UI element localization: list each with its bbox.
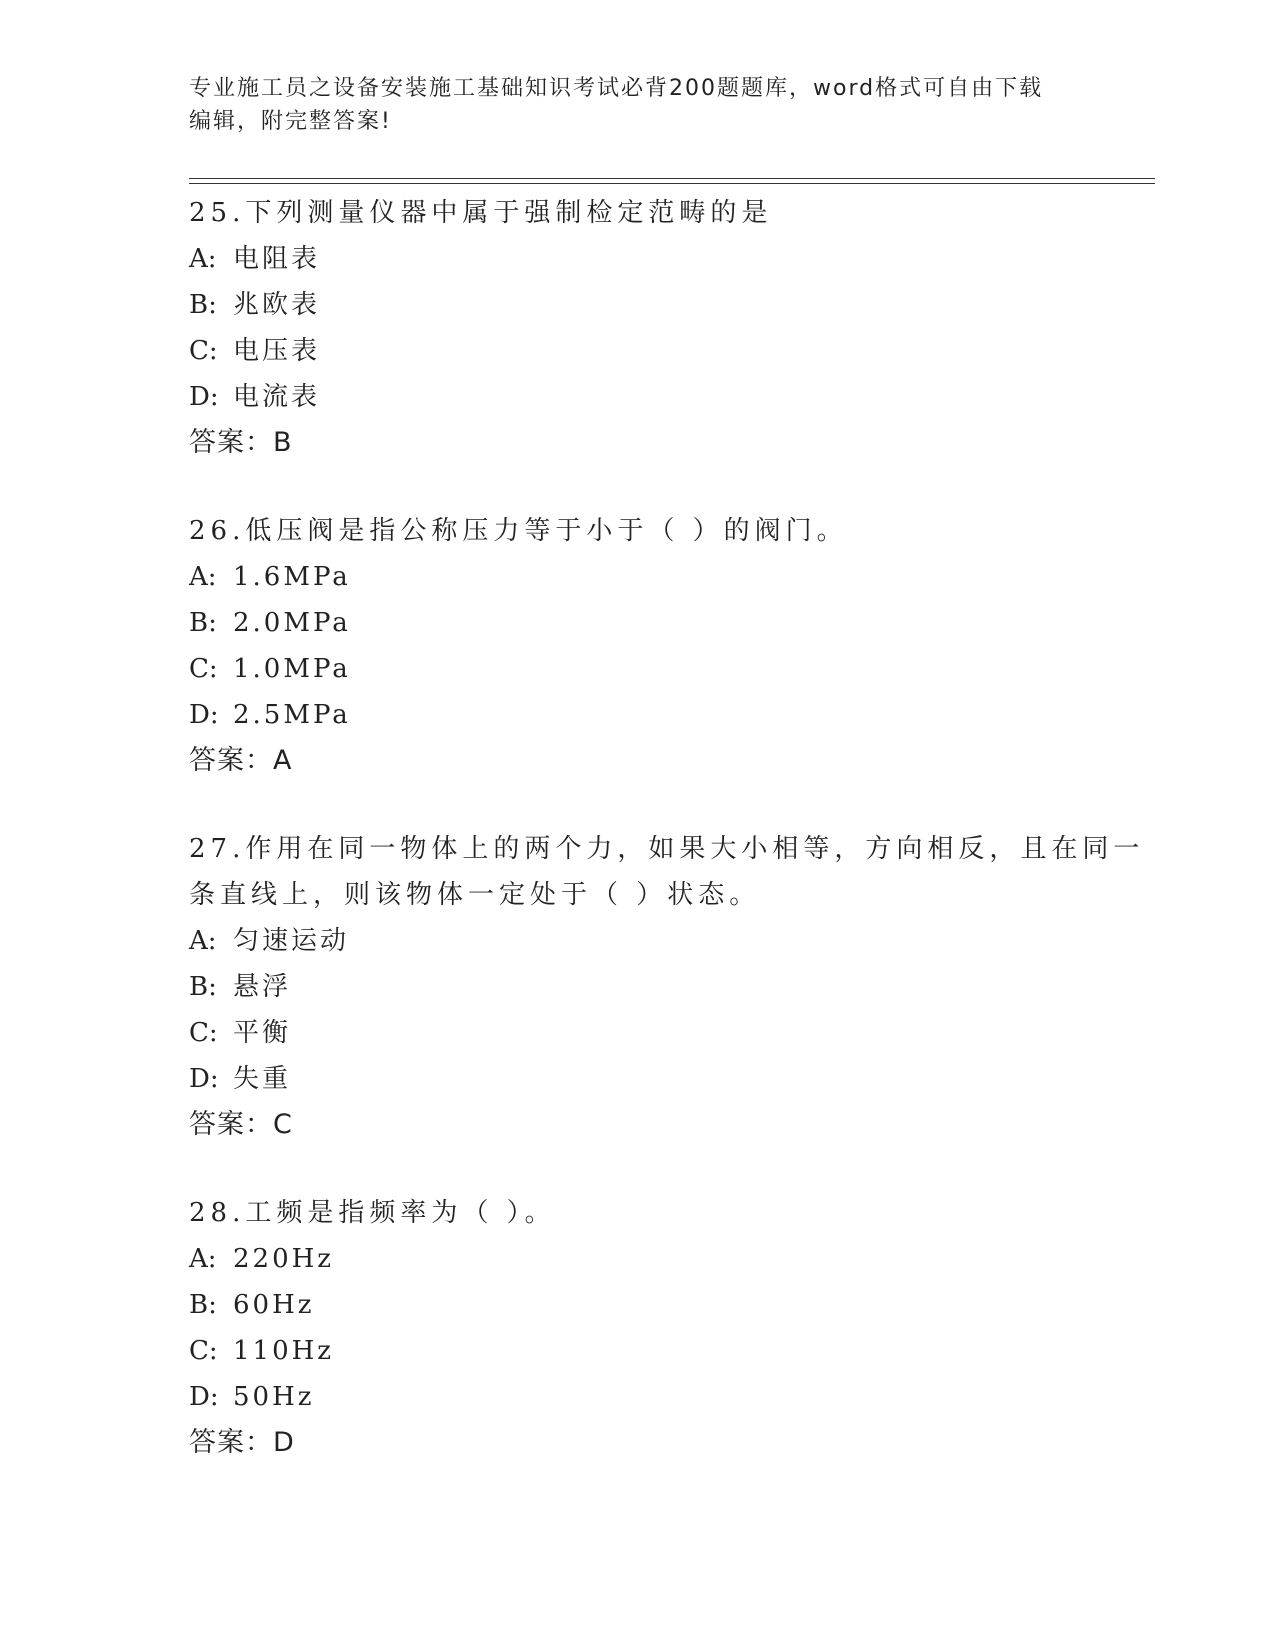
option-text: 50Hz <box>233 1382 315 1412</box>
option-c <box>189 1328 1149 1374</box>
option-text: 110Hz <box>233 1336 334 1366</box>
option-text: 兆欧表 <box>233 290 321 320</box>
option-text: 220Hz <box>233 1244 334 1274</box>
option-letter: B: <box>189 972 217 1002</box>
option-letter: D: <box>189 700 219 730</box>
question-text-line: 低压阀是指公称压力等于小于（ ）的阀门。 <box>245 516 848 546</box>
header-line-1: 专业施工员之设备安装施工基础知识考试必背200题题库，word格式可自由下载 <box>189 76 1044 101</box>
option-c <box>189 328 1149 374</box>
option-letter: C: <box>189 336 218 366</box>
option-letter: C: <box>189 1336 218 1366</box>
option-a <box>189 1236 1149 1282</box>
option-text: 电流表 <box>233 382 321 412</box>
option-a <box>189 918 1149 964</box>
question-27 <box>189 826 1149 1148</box>
question-text <box>189 1190 1149 1236</box>
question-number: 26. <box>189 516 246 546</box>
question-text-line: 作用在同一物体上的两个力，如果大小相等，方向相反，且在同一 <box>245 834 1145 864</box>
question-list <box>189 190 1149 1508</box>
option-letter: C: <box>189 654 218 684</box>
option-text: 电压表 <box>233 336 321 366</box>
answer-line: 答案：B <box>189 427 293 458</box>
option-text: 60Hz <box>233 1290 315 1320</box>
option-letter: D: <box>189 382 219 412</box>
option-b <box>189 282 1149 328</box>
option-text: 1.0MPa <box>233 654 351 684</box>
option-letter: A: <box>189 244 217 274</box>
option-text: 1.6MPa <box>233 562 351 592</box>
question-text <box>189 508 1149 554</box>
question-number: 27. <box>189 834 246 864</box>
question-26 <box>189 508 1149 784</box>
option-letter: B: <box>189 290 217 320</box>
question-text-line: 工频是指频率为（ ）。 <box>245 1198 556 1228</box>
option-text: 电阻表 <box>233 244 321 274</box>
option-letter: B: <box>189 1290 217 1320</box>
answer-line: 答案：A <box>189 745 293 776</box>
option-text: 失重 <box>233 1064 292 1094</box>
question-25 <box>189 190 1149 466</box>
option-letter: C: <box>189 1018 218 1048</box>
option-text: 2.5MPa <box>233 700 351 730</box>
option-a <box>189 554 1149 600</box>
option-letter: A: <box>189 562 217 592</box>
answer-line: 答案：D <box>189 1427 295 1458</box>
option-text: 悬浮 <box>233 972 292 1002</box>
option-b <box>189 964 1149 1010</box>
option-text: 2.0MPa <box>233 608 351 638</box>
option-d <box>189 1056 1149 1102</box>
question-28 <box>189 1190 1149 1466</box>
option-d <box>189 1374 1149 1420</box>
option-text: 匀速运动 <box>233 926 350 956</box>
question-text <box>189 826 1149 872</box>
answer-line: 答案：C <box>189 1109 293 1140</box>
option-b <box>189 600 1149 646</box>
header-line-2: 编辑，附完整答案! <box>189 109 392 134</box>
question-text-continued: 条直线上，则该物体一定处于（ ）状态。 <box>189 880 761 910</box>
header-divider-top <box>189 178 1155 179</box>
option-letter: D: <box>189 1382 219 1412</box>
option-c <box>189 1010 1149 1056</box>
option-letter: A: <box>189 926 217 956</box>
option-letter: D: <box>189 1064 219 1094</box>
question-text-line: 下列测量仪器中属于强制检定范畴的是 <box>245 198 773 228</box>
option-text: 平衡 <box>233 1018 292 1048</box>
option-letter: A: <box>189 1244 217 1274</box>
option-d <box>189 692 1149 738</box>
option-letter: B: <box>189 608 217 638</box>
question-number: 28. <box>189 1198 246 1228</box>
option-c <box>189 646 1149 692</box>
option-b <box>189 1282 1149 1328</box>
option-a <box>189 236 1149 282</box>
question-text <box>189 190 1149 236</box>
document-header <box>189 72 1089 138</box>
question-number: 25. <box>189 198 246 228</box>
option-d <box>189 374 1149 420</box>
header-divider-bottom <box>189 183 1155 184</box>
